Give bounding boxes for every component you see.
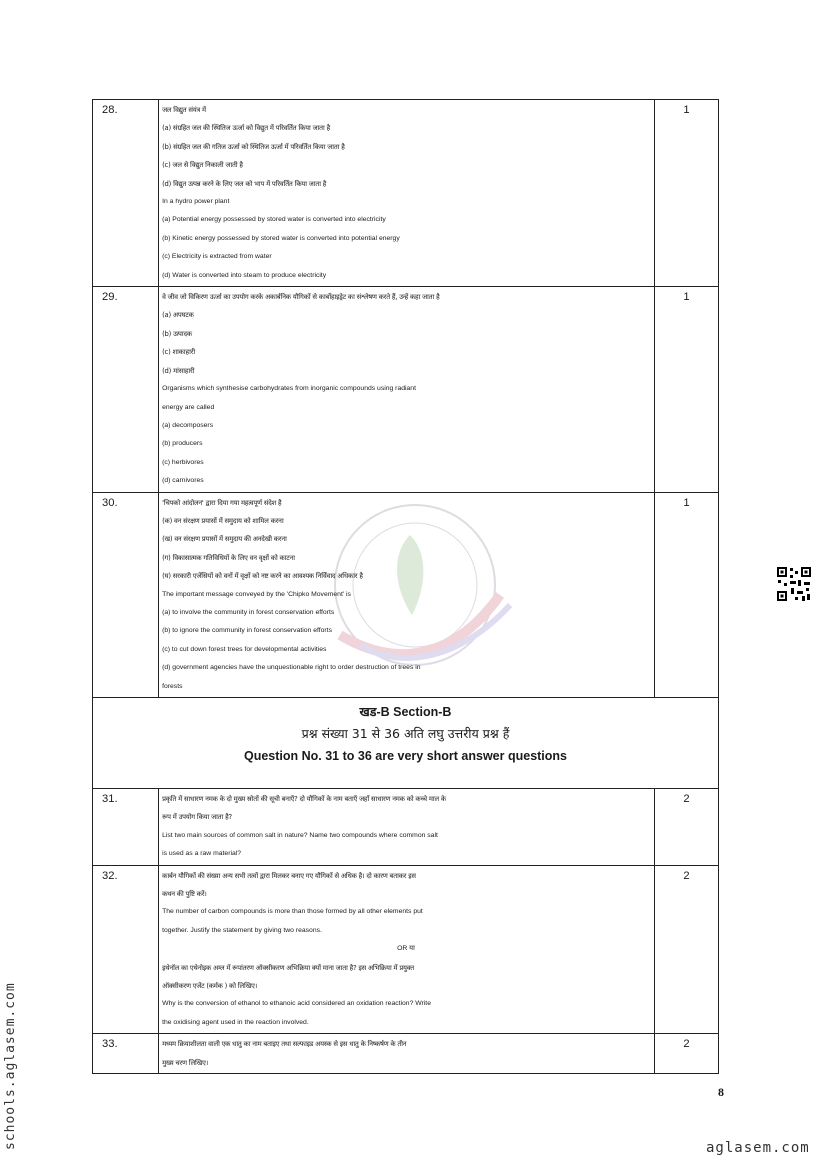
question-text: [159, 789, 655, 866]
hindi-text-line: जल विद्युत संयंत्र में: [162, 106, 206, 114]
footer-watermark-url: aglasem.com: [706, 1140, 810, 1156]
english-text-line: (b) to ignore the community in forest conservation efforts: [162, 627, 332, 635]
section-hindi-instruction: प्रश्न संख्या 31 से 36 अति लघु उत्तरीय प्रश्न हैं: [301, 726, 510, 741]
section-header: [93, 698, 719, 789]
hindi-text-line: इथेनॉल का एथेनोइक अम्ल में रूपांतरण ऑक्सीकरण अभिक्रिया क्यों माना जाता है? इस अभिक्रिया में प्रयुक्त: [162, 963, 414, 972]
english-text-line: (d) carnivores: [162, 477, 204, 485]
english-text-line: (d) Water is converted into steam to produce electricity: [162, 271, 327, 279]
hindi-text-line: रूप में उपयोग किया जाता है?: [162, 813, 232, 822]
english-text-line: Organisms which synthesise carbohydrates from inorganic compounds using radiant: [162, 385, 416, 393]
question-number: 31.: [93, 789, 159, 866]
english-text-line: (c) Electricity is extracted from water: [162, 253, 272, 261]
question-marks: 1: [654, 492, 718, 697]
hindi-text-line: (d) विद्युत उत्पन्न करने के लिए जल को भाप में परिवर्तित किया जाता है: [162, 179, 327, 188]
english-text-line: The number of carbon compounds is more than those formed by all other elements put: [162, 908, 423, 916]
section-b-rows: [93, 789, 719, 1074]
question-marks: 2: [654, 789, 718, 866]
english-text-line: The important message conveyed by the 'Chipko Movement' is: [162, 590, 351, 598]
hindi-text-line: (b) उत्पादक: [162, 329, 192, 338]
hindi-text-line: कथन की पुष्टि करें।: [162, 890, 207, 899]
english-text-line: together. Justify the statement by giving two reasons.: [162, 926, 322, 934]
english-text-line: forests: [162, 682, 183, 690]
section-english-instruction: Question No. 31 to 36 are very short answer questions: [243, 749, 568, 763]
hindi-text-line: (a) संग्रहित जल की स्थितिज ऊर्जा को विद्युत में परिवर्तित किया जाता है: [162, 124, 330, 133]
english-text-line: (a) decomposers: [162, 421, 214, 429]
english-text-line: In a hydro power plant: [162, 198, 230, 206]
question-number: 29.: [93, 287, 159, 492]
question-marks: 1: [654, 287, 718, 492]
english-text-line: the oxidising agent used in the reaction involved.: [162, 1018, 309, 1026]
question-row: [93, 287, 719, 492]
hindi-text-line: (ख) वन संरक्षण प्रयासों में समुदाय की अनदेखी करना: [162, 535, 287, 544]
section-a-rows: [93, 100, 719, 698]
english-text-line: energy are called: [162, 403, 215, 411]
english-text-line: (a) Potential energy possessed by stored water is converted into electricity: [162, 216, 386, 224]
english-text-line: (d) government agencies have the unquestionable right to order destruction of trees in: [162, 664, 421, 672]
section-title: खड-B Section-B: [359, 705, 452, 719]
question-text: [159, 865, 655, 1034]
question-text: [159, 287, 655, 492]
question-row: [93, 789, 719, 866]
hindi-text-line: (c) शाकाहारी: [162, 348, 195, 357]
english-text-line: Why is the conversion of ethanol to ethanoic acid considered an oxidation reaction? Write: [162, 1000, 431, 1008]
qr-code-icon: [776, 566, 812, 602]
question-table: [92, 99, 719, 1074]
english-text-line: is used as a raw material?: [162, 850, 242, 858]
question-number: 28.: [93, 100, 159, 287]
page-number: 8: [718, 1085, 724, 1099]
english-text-line: (b) Kinetic energy possessed by stored water is converted into potential energy: [162, 234, 400, 242]
question-marks: 2: [654, 865, 718, 1034]
hindi-text-line: कार्बन यौगिकों की संख्या अन्य सभी तत्वों द्वारा मिलकर बनाए गए यौगिकों से अधिक है। दो कारण बताकर इस: [162, 871, 416, 880]
english-text-line: (a) to involve the community in forest conservation efforts: [162, 608, 335, 616]
hindi-text-line: प्रकृति में साधारण नमक के दो मुख्य स्रोतों की सूची बनाएँ? दो यौगिकों के नाम बताएँ जहाँ साधारण नमक को कच्चे माल के: [162, 795, 446, 803]
hindi-text-line: (ग) विकासात्मक गतिविधियों के लिए वन वृक्षों को काटना: [162, 553, 295, 562]
english-text-line: (b) producers: [162, 440, 203, 448]
hindi-text-line: ऑक्सीकरण एजेंट (कर्मक ) को लिखिए।: [162, 982, 258, 991]
question-row: [93, 492, 719, 697]
hindi-text-line: (a) अपघटक: [162, 311, 194, 320]
english-text-line: (c) herbivores: [162, 458, 204, 466]
hindi-text-line: मध्यम क्रियाशीलता वाली एक धातु का नाम बताइए तथा सल्फाइड अयस्क से इस धातु के निष्कर्षण के तीन: [162, 1040, 407, 1049]
hindi-text-line: (c) जल से विद्युत निकाली जाती है: [162, 161, 243, 170]
hindi-text-line: (b) संग्रहित जल की गतिज ऊर्जा को स्थितिज ऊर्जा में परिवर्तित किया जाता है: [162, 142, 345, 151]
question-number: 33.: [93, 1034, 159, 1074]
hindi-text-line: वे जीव जो विकिरण ऊर्जा का उपयोग करके अकार्बनिक यौगिकों से कार्बोहाइड्रेट का संश्लेषण करते हैं, उन्हें कहा जाता है: [162, 293, 440, 302]
english-text-line: (c) to cut down forest trees for developmental activities: [162, 645, 327, 653]
hindi-text-line: (d) मांसाहारी: [162, 366, 195, 375]
question-number: 30.: [93, 492, 159, 697]
question-text: [159, 492, 655, 697]
question-row: [93, 100, 719, 287]
hindi-text-line: मुख्य चरण लिखिए।: [162, 1058, 209, 1067]
question-text: [159, 1034, 655, 1074]
hindi-text-line: (क) वन संरक्षण प्रयासों में समुदाय को शामिल करना: [162, 516, 284, 525]
question-marks: 1: [654, 100, 718, 287]
section-header-row: [93, 698, 719, 789]
question-row: [93, 865, 719, 1034]
english-text-line: List two main sources of common salt in nature? Name two compounds where common salt: [162, 831, 438, 839]
question-text: [159, 100, 655, 287]
question-marks: 2: [654, 1034, 718, 1074]
question-number: 32.: [93, 865, 159, 1034]
english-text-line: OR या: [397, 945, 415, 953]
question-row: [93, 1034, 719, 1074]
hindi-text-line: (घ) सरकारी एजेंसियों को वनों में वृक्षों को नष्ट करने का आवश्यक निर्विवाद अधिकार है: [162, 572, 363, 581]
side-watermark-url: schools.aglasem.com: [3, 982, 18, 1150]
hindi-text-line: 'चिपको आंदोलन' द्वारा दिया गया महत्वपूर्ण संदेश है: [162, 498, 282, 507]
